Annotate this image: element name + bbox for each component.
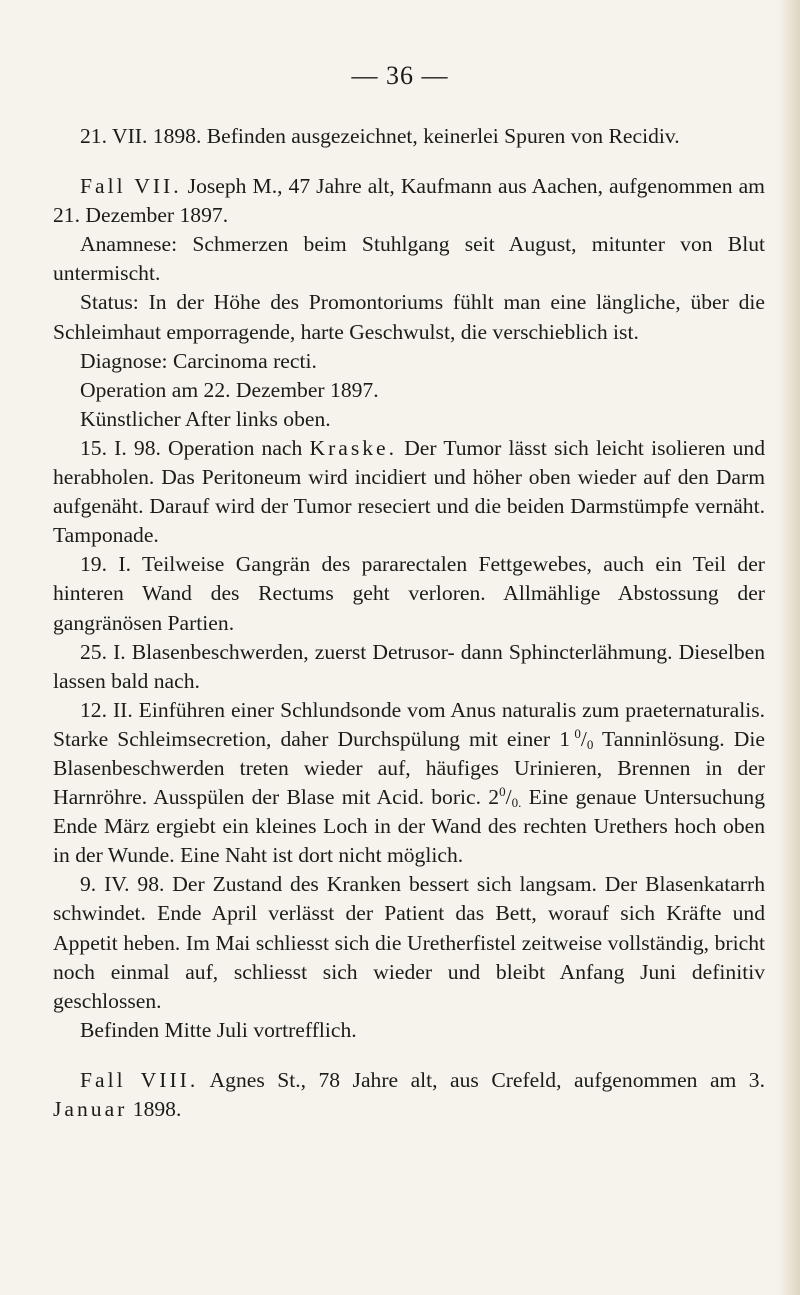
case-heading-fall-8: Fall VIII. [80,1067,199,1092]
entry-12-2-continued: Tanninlösung. Die Blasenbeschwerden treten wieder auf, häufiges Urinieren, Brennen in der Harnröhre. Ausspülen der Blase mit Acid. boric. [53,726,765,810]
page-edge-shading [778,0,800,1295]
month-januar: Januar [53,1097,128,1121]
paragraph-recidiv: 21. VII. 1898. Befinden ausgezeichnet, keinerlei Spuren von Recidiv. [80,124,680,148]
entry-untersuchung: Eine genaue Untersuchung Ende März ergiebt ein kleines Loch in der Wand des rechten Urethers hoch oben in der Wunde. Eine Naht ist dort nicht möglich. [53,785,765,868]
paragraph-fall-8-header [53,1066,765,1124]
paragraph-befinden-juli: Befinden Mitte Juli vortrefflich. [80,1017,357,1042]
paragraph-schlundsonde [53,696,765,871]
paragraph-blasenbeschwerden: 25. I. Blasenbeschwerden, zuerst Detrusor- dann Sphincterlähmung. Dieselben lassen bald nach. [53,639,765,693]
one-percent-value: 1 [559,726,570,751]
paragraph-zustand: 9. IV. 98. Der Zustand des Kranken bessert sich langsam. Der Blasenkatarrh schwindet. Ende April verlässt der Patient das Bett, worauf sich Kräfte und Appetit heben. Im Mai schliesst sich die Uretherfistel zeitweise vollständig, bricht noch einmal auf, schliesst sich wieder und bleibt Anfang Juni definitiv geschlossen. [53,872,765,1013]
entry-12-2-text: 12. II. Einführen einer Schlundsonde vom Anus naturalis zum praeternaturalis. Starke Schleimsecretion, daher Durchspülung mit einer [53,697,765,751]
percent-sub: 0 [586,736,594,752]
section-gap [53,151,765,172]
percent-sup: 0 [574,725,581,741]
paragraph-fall-7-header [53,172,765,230]
surgeon-name-kraske: Kraske. [309,435,398,460]
paragraph-operation-date: Operation am 22. Dezember 1897. [80,377,379,402]
paragraph-operation-kraske [53,434,765,550]
case-7-patient-intro: Joseph M., 47 Jahre alt, Kaufmann aus Aachen, aufgenommen am 21. Dezember 1897. [53,174,765,228]
section-gap [53,1045,765,1066]
percent-slash: / [580,726,587,751]
paragraph-status: Status: In der Höhe des Promontoriums fühlt man eine längliche, über die Schleimhaut emporragende, harte Geschwulst, die verschieblich ist. [53,290,765,344]
case-heading-fall-7: Fall VII. [80,174,182,199]
entry-15-1-98-text: Der Tumor lässt sich leicht isolieren und herabholen. Das Peritoneum wird incidiert und höher oben wieder auf den Darm aufgenäht. Darauf wird der Tumor reseciert und die beiden Darmstümpfe vernäht. Tamponade. [53,435,765,548]
paragraph-kuenstlicher-after: Künstlicher After links oben. [80,406,331,431]
page-body [53,122,765,1124]
page-number: — 36 — [351,61,449,90]
case-8-year: 1898. [132,1097,182,1121]
two-percent-value: 2 [488,785,500,810]
paragraph-diagnose: Diagnose: Carcinoma recti. [80,348,317,373]
two-percent-slash: / [505,785,512,810]
paragraph-anamnese: Anamnese: Schmerzen beim Stuhlgang seit August, mitunter von Blut untermischt. [53,232,765,286]
entry-15-1-98: 15. I. 98. Operation nach [80,435,303,460]
paragraph-gangraen: 19. I. Teilweise Gangrän des pararectalen Fettgewebes, auch ein Teil der hinteren Wand des Rectums geht verloren. Allmählige Abstossung der gangränösen Partien. [53,552,765,635]
two-percent-sub: 0. [511,795,522,811]
case-8-patient-intro: Agnes St., 78 Jahre alt, aus Crefeld, aufgenommen am 3. [209,1067,765,1092]
two-percent-sup: 0 [499,784,506,800]
